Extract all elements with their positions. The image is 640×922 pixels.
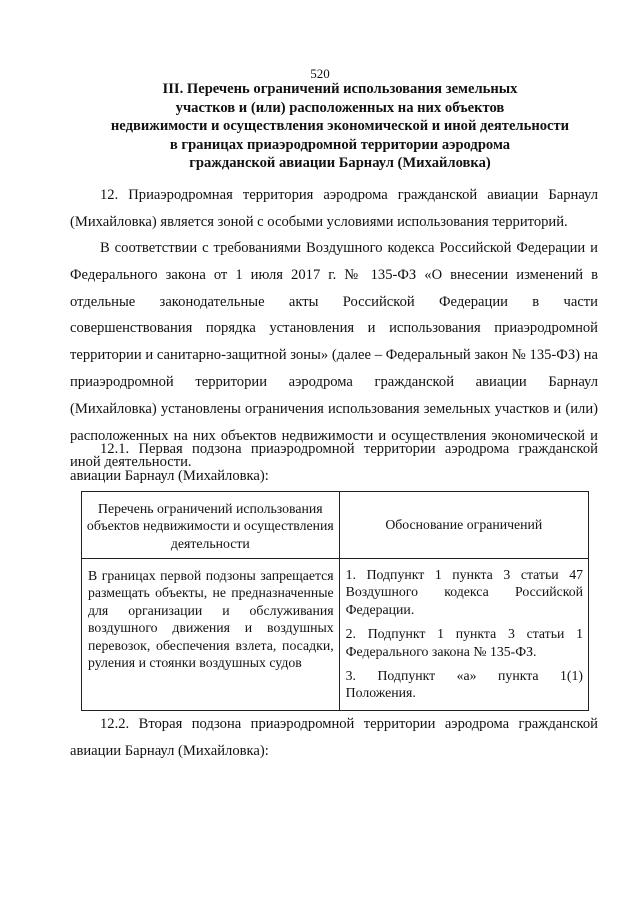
paragraph-12-1: 12.1. Первая подзона приаэродромной территории аэродрома гражданской авиации Барнаул (Михайловка): <box>70 441 598 484</box>
section-title-line: в границах приаэродромной территории аэродрома <box>169 136 511 153</box>
header-restrictions-basis: Обоснование ограничений <box>339 492 588 559</box>
section-title-line: III. Перечень ограничений использования земельных <box>162 81 518 97</box>
basis-item: 2. Подпункт 1 пункта 3 статьи 1 Федерального закона № 135-ФЗ. <box>345 626 583 659</box>
page-number: 520 <box>310 66 330 81</box>
section-title <box>90 80 590 173</box>
section-title-line: недвижимости и осуществления экономической и иной деятельности <box>110 118 570 134</box>
table-header-row <box>82 492 589 559</box>
basis-item: 1. Подпункт 1 пункта 3 статьи 47 Воздушного кодекса Российской Федерации. <box>345 567 583 617</box>
basis-item: 3. Подпункт «а» пункта 1(1) Положения. <box>345 668 583 701</box>
header-restrictions-list: Перечень ограничений использования объектов недвижимости и осуществления деятельности <box>82 492 340 559</box>
section-title-line: гражданской авиации Барнаул (Михайловка) <box>189 155 491 171</box>
paragraph-legal-basis: В соответствии с требованиями Воздушного кодекса Российской Федерации и Федерального закона от 1 июля 2017 г. № 135-ФЗ «О внесении изменений в отдельные законодательные акты Российской Федерации в части совершенствования порядка установления и использования приаэродромной территории и санитарно-защитной зоны» (далее – Федеральный закон № 135-ФЗ) на приаэродромной территории аэродрома гражданской авиации Барнаул (Михайловка) установлены ограничения использования земельных участков и (или) расположенных на них объектов недвижимости и осуществления экономической и иной деятельности. <box>70 240 598 471</box>
section-title-line: участков и (или) расположенных на них объектов <box>175 99 505 116</box>
paragraph-12-2: 12.2. Вторая подзона приаэродромной территории аэродрома гражданской авиации Барнаул (Михайловка): <box>70 716 598 759</box>
restriction-cell: В границах первой подзоны запрещается размещать объекты, не предназначенные для организации и обслуживания воздушного движения и воздушных перевозок, обеспечения взлета, посадки, руления и стоянки воздушных судов <box>82 559 340 711</box>
restrictions-table <box>81 491 589 711</box>
basis-cell <box>339 559 588 711</box>
table-row <box>82 559 589 711</box>
paragraph-12: 12. Приаэродромная территория аэродрома гражданской авиации Барнаул (Михайловка) является зоной с особыми условиями использования территорий. <box>70 187 598 230</box>
